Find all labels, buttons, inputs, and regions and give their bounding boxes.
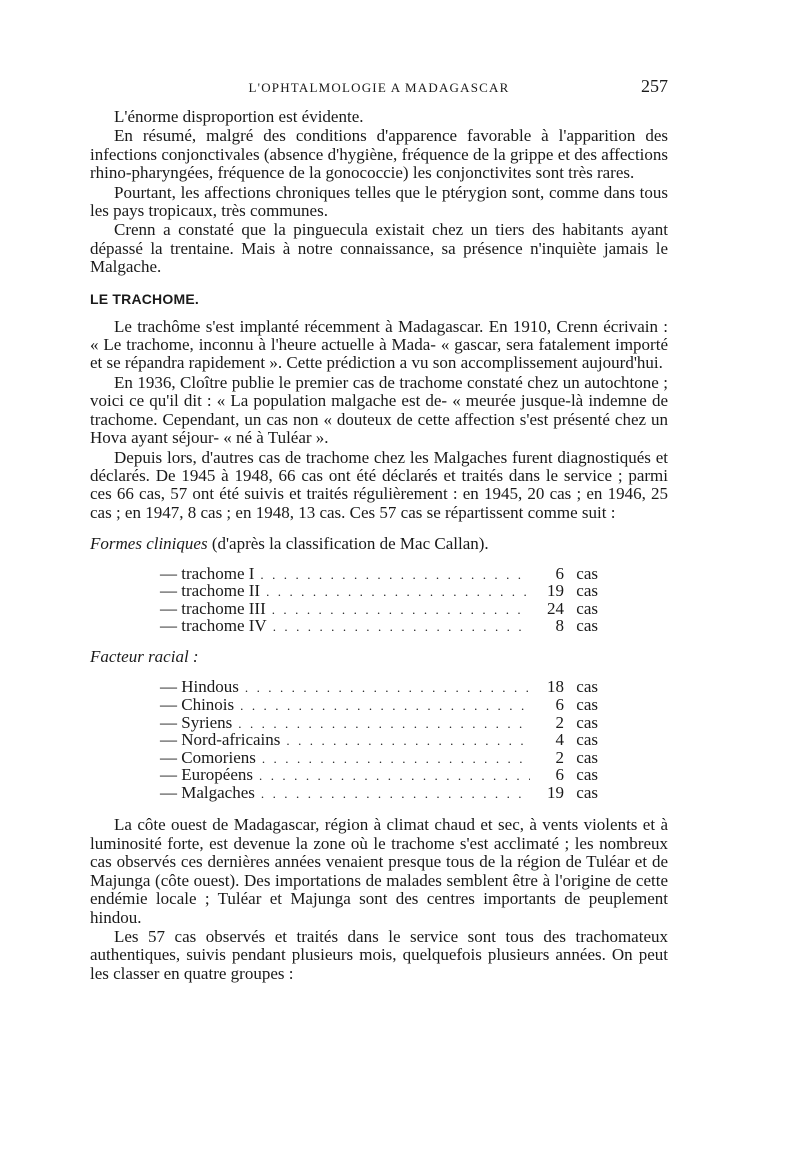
forms-title: Formes cliniques [90,534,208,554]
item-label: — Chinois [160,694,235,714]
list-item [160,696,598,714]
racial-title: Facteur racial : [90,646,199,666]
list-item [160,565,598,583]
item-label: — Comoriens [160,747,256,767]
item-unit: cas [576,694,598,714]
item-unit: cas [576,730,598,750]
item-unit: cas [576,616,598,636]
item-label: — trachome IV [160,616,267,636]
item-count: 6 [555,765,564,785]
forms-list [160,565,598,635]
list-item [160,617,598,635]
item-count: 19 [547,581,564,601]
item-label: — Malgaches [160,782,255,802]
paragraph: En résumé, malgré des conditions d'apparence favorable à l'apparition des infections conjonctivales (absence d'hygiène, fréquence de la grippe et des affections rhino-pharyngées, fréquence de la gonococcie) les conjonctivites sont très rares. [90,126,668,183]
page-number: 257 [641,76,668,96]
paragraph: L'énorme disproportion est évidente. [114,107,364,126]
item-label: — trachome I [160,563,255,583]
list-item [160,731,598,749]
item-unit: cas [576,712,598,732]
running-head: L'OPHTALMOLOGIE A MADAGASCAR [248,80,510,95]
item-unit: cas [576,782,598,802]
item-unit: cas [576,765,598,785]
item-label: — trachome II [160,581,261,601]
paragraph: Pourtant, les affections chroniques telles que le ptérygion sont, comme dans tous les pays tropicaux, très communes. [90,182,668,221]
paragraph: Crenn a constaté que la pinguecula existait chez un tiers des habitants ayant dépassé la trentaine. Mais à notre connaissance, sa présence n'inquiète jamais le Malgache. [90,220,668,277]
paragraph: Depuis lors, d'autres cas de trachome chez les Malgaches furent diagnostiqués et déclarés. De 1945 à 1948, 66 cas ont été déclarés et traités dans le service ; parmi ces 66 cas, 57 ont été suivis et traités régulièrement : en 1945, 20 cas ; en 1946, 25 cas ; en 1947, 8 cas ; en 1948, 13 cas. Ces 57 cas se répartissent comme suit : [90,447,668,522]
item-count: 4 [555,730,564,750]
item-count: 2 [555,712,564,732]
forms-subheading [90,535,668,553]
paragraph: Le trachôme s'est implanté récemment à Madagascar. En 1910, Crenn écrivain : « Le trachome, inconnu à l'heure actuelle à Mada- « gascar, sera fatalement importé et se répandra rapidement ». Cette prédiction a vu son accomplissement aujourd'hui. [90,316,668,373]
item-count: 6 [555,563,564,583]
item-label: — Syriens [160,712,233,732]
list-item [160,582,598,600]
list-item [160,600,598,618]
item-unit: cas [576,677,598,697]
item-unit: cas [576,581,598,601]
list-item [160,714,598,732]
paragraph: Les 57 cas observés et traités dans le service sont tous des trachomateux authentiques, suivis pendant plusieurs mois, quelquefois plusieurs années. On peut les classer en quatre groupes : [90,926,668,983]
item-label: — Européens [160,765,254,785]
list-item [160,766,598,784]
item-count: 18 [547,677,564,697]
paragraph: La côte ouest de Madagascar, région à climat chaud et sec, à vents violents et à luminosité forte, est devenue la zone où le trachome s'est acclimaté ; les nombreux cas observés ces dernières années venaient presque tous de la région de Tuléar et de Majunga (côte ouest). Des importations de malades semblent être à l'origine de cette endémie locale ; Tuléar et Majunga sont des centres importants de peuplement hindou. [90,815,668,927]
item-label: — Hindous [160,677,239,697]
paragraph: En 1936, Cloître publie le premier cas de trachome constaté chez un autochtone ; voici ce qu'il dit : « La population malgache est de- « meurée jusque-là indemne de trachome. Cependant, un cas non « douteux de cette affection s'est présenté chez un Hova ayant séjour- « né à Tuléar ». [90,372,668,448]
page-header [90,76,668,100]
list-item [160,678,598,696]
item-unit: cas [576,598,598,618]
item-unit: cas [576,747,598,767]
item-label: — Nord-africains [160,730,281,750]
item-count: 6 [555,694,564,714]
item-label: — trachome III [160,598,266,618]
forms-note: (d'après la classification de Mac Callan). [207,534,489,554]
racial-subheading [90,648,668,666]
item-count: 19 [547,782,564,802]
item-unit: cas [576,563,598,583]
section-heading: LE TRACHOME. [90,290,199,307]
item-count: 24 [547,598,564,618]
list-item [160,749,598,767]
body-text [90,108,668,983]
list-item [160,784,598,802]
item-count: 8 [555,616,564,636]
item-count: 2 [555,747,564,767]
racial-list [160,678,598,801]
